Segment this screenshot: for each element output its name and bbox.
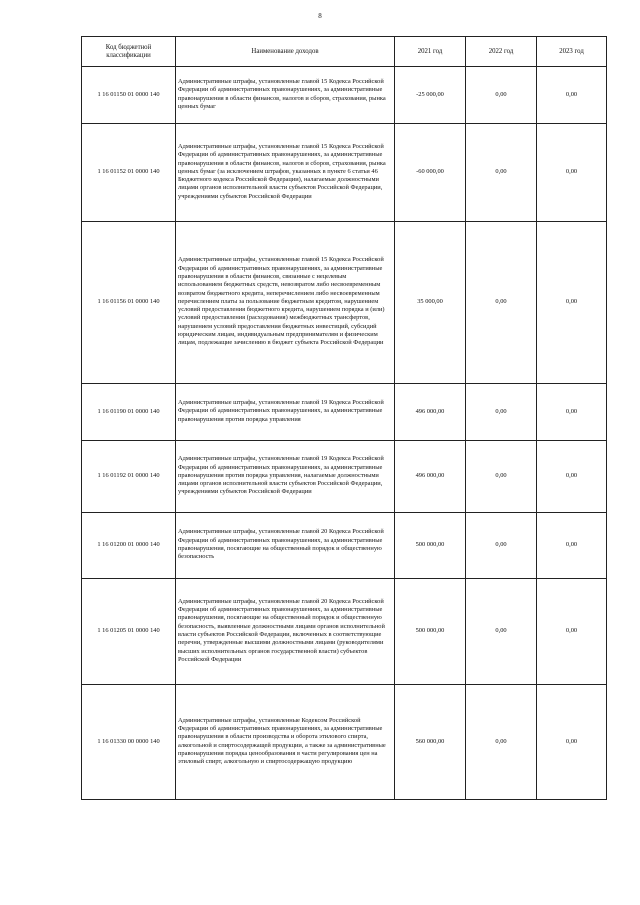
row-name: Административные штрафы, установленные главой 15 Кодекса Российской Федерации об административных правонарушениях, за административные правонарушения в области финансов, связанные с нецелевым использованием бюджетных средств, невозвратом либо несвоевременным возвратом бюджетного кредита, неперечислением либо несвоевременным перечислением платы за пользование бюджетным кредитом, нарушением условий предоставления бюджетного кредита, нарушением порядка и (или) условий предоставления (расходования) межбюджетных трансфертов, нарушением условий предоставления бюджетных инвестиций, субсидий юридическим лицам, индивидуальным предпринимателям и физическим лицам, подлежащие зачислению в бюджет субъекта Российской Федерации xyxy=(176,222,395,384)
row-value-2021: 560 000,00 xyxy=(395,685,466,800)
row-code: 1 16 01156 01 0000 140 xyxy=(82,222,176,384)
table-row xyxy=(82,384,607,441)
row-name: Административные штрафы, установленные главой 15 Кодекса Российской Федерации об административных правонарушениях, за административные правонарушения в области финансов, налогов и сборов, страхования, рынка ценных бумаг (за исключением штрафов, указанных в пункте 6 статьи 46 Бюджетного кодекса Российской Федерации), налагаемые должностными лицами органов исполнительной власти субъектов Российской Федерации, учреждениями субъектов Российской Федерации xyxy=(176,124,395,222)
header-2022: 2022 год xyxy=(466,37,537,67)
table-row xyxy=(82,441,607,513)
row-name: Административные штрафы, установленные главой 19 Кодекса Российской Федерации об административных правонарушениях, за административные правонарушения против порядка управления xyxy=(176,384,395,441)
table-row xyxy=(82,513,607,579)
row-value-2023: 0,00 xyxy=(537,513,607,579)
row-value-2021: 500 000,00 xyxy=(395,513,466,579)
row-value-2023: 0,00 xyxy=(537,67,607,124)
row-value-2021: 496 000,00 xyxy=(395,384,466,441)
row-code: 1 16 01152 01 0000 140 xyxy=(82,124,176,222)
row-value-2021: -60 000,00 xyxy=(395,124,466,222)
row-value-2022: 0,00 xyxy=(466,222,537,384)
table-row xyxy=(82,67,607,124)
row-value-2022: 0,00 xyxy=(466,67,537,124)
table-row xyxy=(82,222,607,384)
page-number: 8 xyxy=(318,12,322,20)
table-row xyxy=(82,579,607,685)
row-name: Административные штрафы, установленные главой 20 Кодекса Российской Федерации об административных правонарушениях, за административные правонарушения, посягающие на общественный порядок и общественную безопасность xyxy=(176,513,395,579)
row-value-2022: 0,00 xyxy=(466,124,537,222)
row-code: 1 16 01205 01 0000 140 xyxy=(82,579,176,685)
row-value-2023: 0,00 xyxy=(537,441,607,513)
row-code: 1 16 01192 01 0000 140 xyxy=(82,441,176,513)
table-row xyxy=(82,685,607,800)
row-code: 1 16 01150 01 0000 140 xyxy=(82,67,176,124)
row-value-2021: -25 000,00 xyxy=(395,67,466,124)
row-value-2023: 0,00 xyxy=(537,579,607,685)
row-value-2022: 0,00 xyxy=(466,513,537,579)
header-2023: 2023 год xyxy=(537,37,607,67)
table-header-row xyxy=(82,37,607,67)
row-value-2023: 0,00 xyxy=(537,222,607,384)
row-name: Административные штрафы, установленные главой 15 Кодекса Российской Федерации об административных правонарушениях, за административные правонарушения в области финансов, налогов и сборов, страхования, рынка ценных бумаг xyxy=(176,67,395,124)
row-value-2023: 0,00 xyxy=(537,685,607,800)
row-value-2023: 0,00 xyxy=(537,384,607,441)
row-value-2022: 0,00 xyxy=(466,441,537,513)
row-name: Административные штрафы, установленные главой 20 Кодекса Российской Федерации об административных правонарушениях, за административные правонарушения, посягающие на общественный порядок и общественную безопасность, выявленные должностными лицами органов исполнительной власти субъектов Российской Федерации, включенных в соответствующие перечни, утвержденные высшими должностными лицами (руководителями высших исполнительных органов государственной власти) субъектов Российской Федерации xyxy=(176,579,395,685)
revenue-table xyxy=(81,36,607,800)
row-name: Административные штрафы, установленные главой 19 Кодекса Российской Федерации об административных правонарушениях, за административные правонарушения против порядка управления, налагаемые должностными лицами органов исполнительной власти субъектов Российской Федерации, учреждениями субъектов Российской Федерации xyxy=(176,441,395,513)
row-name: Административные штрафы, установленные Кодексом Российской Федерации об административных правонарушениях, за административные правонарушения в области производства и оборота этилового спирта, алкогольной и спиртосодержащей продукции, а также за административные правонарушения порядка ценообразования в части регулирования цен на этиловый спирт, алкогольную и спиртосодержащую продукцию xyxy=(176,685,395,800)
header-name: Наименование доходов xyxy=(176,37,395,67)
row-code: 1 16 01190 01 0000 140 xyxy=(82,384,176,441)
table-row xyxy=(82,124,607,222)
row-value-2022: 0,00 xyxy=(466,384,537,441)
row-value-2021: 500 000,00 xyxy=(395,579,466,685)
row-value-2022: 0,00 xyxy=(466,579,537,685)
row-value-2021: 35 000,00 xyxy=(395,222,466,384)
row-value-2022: 0,00 xyxy=(466,685,537,800)
header-code: Код бюджетной классификации xyxy=(82,37,176,67)
row-code: 1 16 01200 01 0000 140 xyxy=(82,513,176,579)
header-2021: 2021 год xyxy=(395,37,466,67)
row-value-2023: 0,00 xyxy=(537,124,607,222)
row-value-2021: 496 000,00 xyxy=(395,441,466,513)
row-code: 1 16 01330 00 0000 140 xyxy=(82,685,176,800)
